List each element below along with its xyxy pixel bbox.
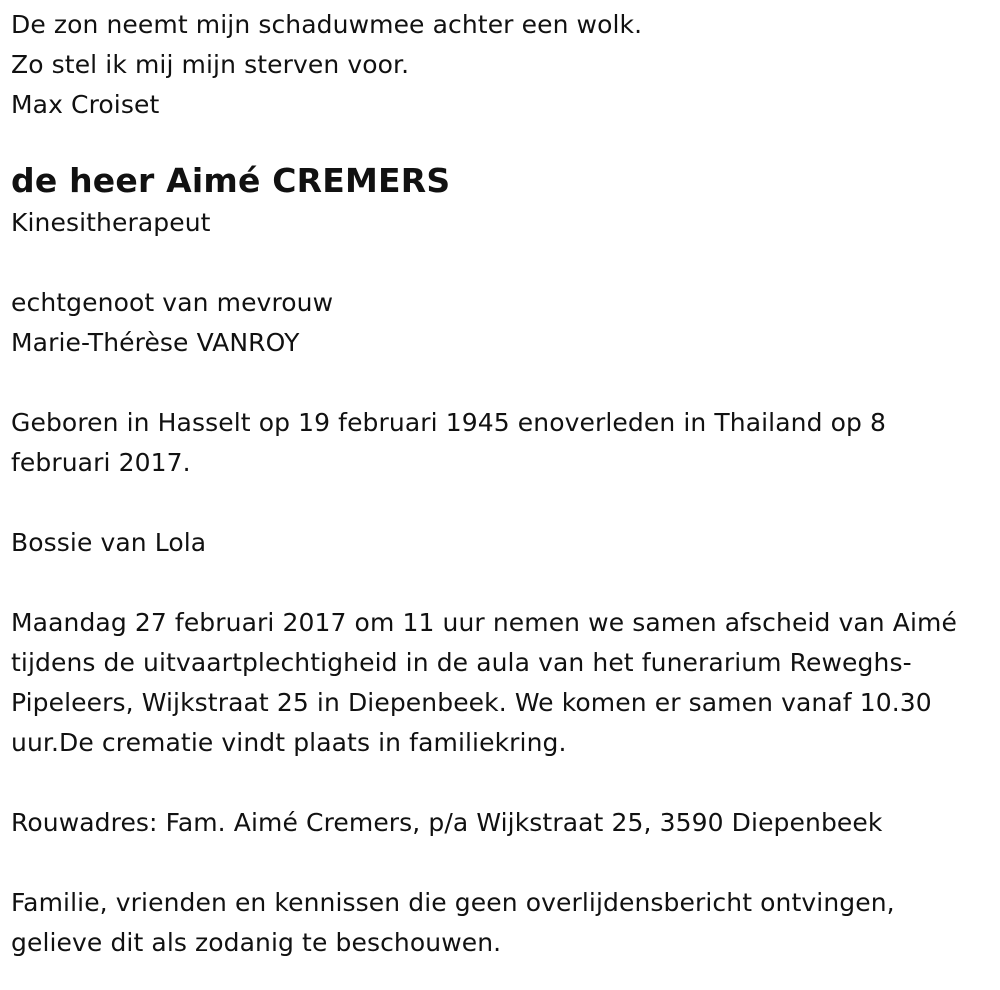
spouse-line-2: Marie-Thérèse VANROY — [11, 328, 300, 357]
spacer — [11, 483, 995, 523]
spacer — [11, 363, 995, 403]
spouse-line-1: echtgenoot van mevrouw — [11, 288, 334, 317]
poem-line-1: De zon neemt mijn schaduwmee achter een wolk. — [11, 10, 643, 39]
closing-line-2: gelieve dit als zodanig te beschouwen. — [11, 928, 502, 957]
closing-line-1: Familie, vrienden en kennissen die geen overlijdensbericht ontvingen, — [11, 888, 895, 917]
obituary-document — [11, 5, 995, 963]
nickname: Bossie van Lola — [11, 528, 207, 557]
poem-author: Max Croiset — [11, 90, 160, 119]
ceremony-line-2: tijdens de uitvaartplechtigheid in de aula van het funerarium Reweghs- — [11, 648, 912, 677]
poem-block — [11, 5, 995, 125]
ceremony-line-3: Pipeleers, Wijkstraat 25 in Diepenbeek. We komen er samen vanaf 10.30 — [11, 688, 932, 717]
ceremony-line-1: Maandag 27 februari 2017 om 11 uur nemen we samen afscheid van Aimé — [11, 608, 957, 637]
deceased-name: de heer Aimé CREMERS — [11, 161, 451, 200]
birth-death-line-2: februari 2017. — [11, 448, 191, 477]
birth-death-block — [11, 403, 995, 483]
spouse-block — [11, 283, 995, 363]
poem-line-2: Zo stel ik mij mijn sterven voor. — [11, 50, 410, 79]
deceased-profession: Kinesitherapeut — [11, 208, 211, 237]
spacer — [11, 563, 995, 603]
spacer — [11, 843, 995, 883]
birth-death-line-1: Geboren in Hasselt op 19 februari 1945 enoverleden in Thailand op 8 — [11, 408, 887, 437]
mourning-address: Rouwadres: Fam. Aimé Cremers, p/a Wijkstraat 25, 3590 Diepenbeek — [11, 808, 883, 837]
spacer — [11, 763, 995, 803]
spacer — [11, 243, 995, 283]
ceremony-line-4: uur.De crematie vindt plaats in familiekring. — [11, 728, 567, 757]
ceremony-block — [11, 603, 995, 763]
closing-block — [11, 883, 995, 963]
